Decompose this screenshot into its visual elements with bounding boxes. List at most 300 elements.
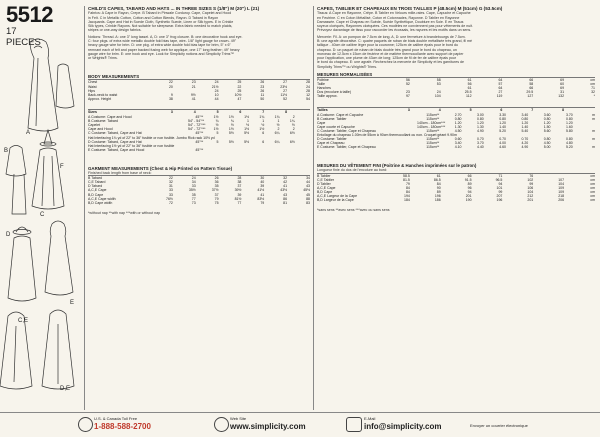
cell-value: 0.80 [521, 116, 529, 121]
row-label: Hat Interfacing 1¾ yd of 22" to 36" fusible or non fusible. Jumbo Rick rack 10½ yd [88, 135, 215, 140]
cell-value: 4.50 [543, 141, 551, 146]
cell-value: 34 [191, 180, 196, 185]
cell-value: 26 [241, 80, 264, 85]
email-alt-label: Envoyer un courrier électronique [470, 423, 528, 428]
cell-value: 27 [264, 80, 287, 85]
cell-value: 34 [287, 176, 310, 181]
english-fabrics [88, 11, 310, 32]
cell-value: 115cm** [426, 112, 440, 117]
row-label: Hips [88, 88, 96, 93]
cell-value: 1.20 [543, 120, 551, 125]
cell-value: 1.30 [476, 124, 484, 129]
row-label: C,E Tabard [88, 180, 106, 185]
english-title: CHILD'S CAPES, TABARD AND HATS ... IN THREE SIZES S (1/8") M (20") L (21) [88, 6, 260, 11]
cell-value: 99 [498, 190, 503, 195]
cell-value: 84 [405, 190, 410, 195]
row-label: Poitrine [317, 78, 379, 83]
cell-value: 66 [529, 86, 534, 91]
cell-value: 32 [264, 176, 287, 181]
cell-value: 1.40 [521, 124, 529, 129]
cell-value: 1.50 [543, 124, 551, 129]
cell-value: 10 [214, 92, 219, 97]
cell-value: 23½ [280, 84, 288, 89]
cell-value: 115cm** [426, 137, 440, 142]
cell-value: 6½ [289, 131, 295, 136]
cell-value: ½ [261, 123, 265, 128]
text-line: stripes or one-way design fabrics. [88, 28, 142, 33]
cell-value: 2 [292, 115, 295, 120]
cell-value: 1½ [259, 127, 265, 132]
cell-value: 27 [498, 90, 503, 95]
english-garment-title: GARMENT MEASUREMENTS (Chest & Hip Printed on Pattern Tissue) [88, 165, 233, 171]
text-line: Jacquards. Cape and Hat in Suede Cloth, Synthetic Suede, Linen or Silk types. E in Crinkle [88, 19, 234, 24]
cell-value: 0.70 [476, 137, 484, 142]
cell-value: 41 [260, 192, 265, 197]
cell-value: 45"** [195, 139, 204, 144]
view-d-illustration [8, 227, 36, 301]
label-b: B [4, 148, 9, 154]
cell-value: 81½ [234, 196, 242, 201]
cell-value: 1.40 [499, 124, 506, 129]
french-column [317, 6, 595, 213]
cell-value: 1.30 [454, 124, 462, 129]
row-label: D Tabard [88, 184, 103, 189]
cell-value: 5.60 [543, 129, 551, 133]
cell-value: 0.80 [565, 137, 573, 142]
cell-value: 1¾ [259, 115, 265, 120]
row-label: B,D Cape [317, 190, 333, 195]
cell-value: 2 [292, 127, 295, 132]
cell-value: 21½ [211, 84, 219, 89]
row-label: E Costume: Tablier, Cape et Chapeau [317, 145, 376, 150]
cell-value: 90 [436, 186, 441, 191]
row-label: Capelet [88, 123, 101, 128]
text-line: morceau de 12.5cm x 15cm de feutrine et de matière thermocollante avec support de papier [317, 51, 464, 56]
cell-value: 115cm** [426, 116, 440, 121]
cell-value: 6 [262, 131, 265, 136]
row-label: Entoilage du chapeau 1.00m de 55cm à 90cm thermocollant ou non. Croquet géant 9.90m [317, 133, 457, 138]
cell-value: 190 [465, 198, 472, 203]
cell-value: cm [590, 194, 595, 199]
cell-value: 24 [436, 90, 441, 95]
cell-value: 3.40 [454, 141, 462, 146]
cell-value: 112 [465, 94, 472, 99]
cell-value: 4.50 [454, 129, 462, 133]
cell-value: 3.60 [543, 112, 551, 117]
size-value: 8 [533, 107, 564, 112]
cell-value: 0.80 [543, 116, 551, 121]
cell-value: 0.70 [499, 137, 506, 142]
cell-value: 26 [196, 176, 219, 181]
cell-value: 94 [498, 181, 503, 186]
cell-value: 83 [306, 200, 310, 205]
row-label: Waist [88, 84, 97, 89]
view-b-illustration [6, 146, 26, 215]
cell-value: 86.5 [433, 177, 441, 182]
cell-value: 31 [168, 184, 173, 189]
french-size-row [317, 107, 595, 112]
cell-value: 0.80 [543, 137, 551, 142]
cell-value: 24 [173, 176, 196, 181]
cell-value: 37 [214, 192, 219, 197]
phone-number: 1-888-588-2700 [94, 422, 151, 431]
cell-value: 1.20 [476, 120, 484, 125]
cell-value: 22 [150, 80, 173, 85]
cell-value: 115cm** [426, 129, 440, 133]
cell-value: 12 [306, 92, 310, 97]
cell-value: 212 [527, 194, 534, 199]
cell-value: ½ [215, 123, 219, 128]
label-e: E [70, 300, 75, 306]
cell-value: 79 [260, 200, 265, 205]
row-label: Cape courte et Capuche [317, 124, 355, 129]
cell-value: 127 [527, 94, 534, 99]
cell-value: m [592, 129, 595, 133]
cell-value: 22 [150, 176, 173, 181]
row-label: A,C,E Cape [88, 188, 107, 193]
french-garment-title: MESURES DU VÊTEMENT FINI (Poitrine & Hanches imprimées sur le patron) [317, 163, 477, 169]
row-label: C Costume: Tablier, Cape et Chapeau [317, 129, 376, 133]
cell-value: ¾ [215, 119, 219, 124]
cell-value: 89 [467, 181, 472, 186]
web-label: Web Site [230, 416, 247, 421]
view-a-illustration [28, 39, 58, 131]
cell-value: 1 [262, 119, 265, 124]
cell-value: 29.5 [526, 90, 534, 95]
cell-value: 52 [405, 82, 410, 87]
cell-value: 9½ [190, 92, 196, 97]
cell-value: 1½ [213, 115, 219, 120]
cell-value: 58 [410, 78, 441, 83]
cell-value: 91.5 [464, 177, 472, 182]
cell-value: 5½ [244, 139, 249, 144]
cell-value: 6¼ [274, 131, 280, 136]
cell-value: 50 [260, 96, 265, 101]
cell-value: 40 [260, 180, 265, 185]
text-line: le bord du chapeau. E: une agrafe. Recherchez la mercerie de Simplicity et les garnitures de [317, 60, 465, 65]
cell-value: 54" - 72"*** [188, 127, 206, 132]
cell-value: 35 [214, 184, 219, 189]
row-label: D Tablier [317, 181, 331, 186]
english-yardage-table [88, 115, 310, 152]
cell-value: m [592, 145, 595, 150]
cell-value: 71 [472, 173, 503, 178]
cell-value: 41 [283, 184, 288, 189]
cell-value: 33 [191, 184, 196, 189]
english-column [88, 6, 310, 215]
cell-value: 43 [306, 184, 310, 189]
cell-value: 5.80 [565, 129, 573, 133]
cell-value: 6 [262, 139, 265, 144]
cell-value: 1½ [228, 127, 234, 132]
row-label: Approx. Height [88, 96, 112, 101]
body-measure-row [88, 97, 310, 101]
cell-value: 32 [591, 90, 595, 95]
garment-measure-row [88, 201, 310, 205]
row-label: B Tabard [88, 176, 150, 181]
cell-value: 0.60 [454, 137, 462, 142]
web-link[interactable]: www.simplicity.com [230, 422, 306, 431]
cell-value: 33 [168, 188, 173, 193]
row-label: Tailles [317, 107, 379, 112]
email-label: E-Mail [364, 416, 376, 421]
cell-value: ½ [246, 123, 249, 128]
cell-value: 104 [527, 190, 534, 195]
cell-value: 2 [277, 127, 280, 132]
row-label: D Costume: Tabard, Cape and Hat [88, 139, 142, 144]
french-body-title: MESURES NORMALISÉES [317, 72, 373, 78]
french-footnote: *sans sens **avec sens ***avec ou sans sens [317, 208, 390, 213]
row-label: A,C,E Largeur de la Cape [317, 194, 358, 199]
cell-value: 30 [241, 176, 264, 181]
body-measure-row [317, 94, 595, 98]
cell-value: 76½ [166, 196, 173, 201]
size-value: 4 [173, 109, 196, 114]
cell-value: 45"** [195, 131, 204, 136]
row-label: Taille approx. [317, 94, 338, 99]
cell-value: 81.5 [403, 177, 410, 182]
email-link[interactable]: info@simplicity.com [364, 422, 442, 431]
cell-value: 96.5 [495, 177, 503, 182]
cell-value: 25 [237, 88, 242, 93]
cell-value: 94 [467, 190, 472, 195]
cell-value: 37½ [211, 188, 219, 193]
text-line: or Wrights® Trims. [88, 56, 118, 61]
cell-value: 22 [237, 84, 242, 89]
cell-value: 10½ [234, 92, 242, 97]
cell-value: 31 [560, 90, 565, 95]
cell-value: 39 [260, 184, 265, 189]
cell-value: 60 [560, 82, 565, 87]
cell-value: 27 [283, 88, 288, 93]
cell-value: 53 [436, 82, 441, 87]
cell-value: 58.5 [379, 173, 410, 178]
cell-value: 79 [405, 181, 410, 186]
cell-value: 42 [283, 180, 288, 185]
english-garment-table [88, 175, 310, 205]
cell-value: 1½ [244, 115, 249, 120]
cell-value: 140cm - 180cm*** [417, 124, 446, 129]
cell-value: 38 [237, 180, 242, 185]
yardage-row [88, 131, 310, 135]
text-line: Mercerie: Fil. A: un pompon de 7.5cm de long. A, D: une fermeture à brandebourgs de 7.5cm. [317, 34, 466, 39]
french-title: CAPES, TABLIER ET CHAPEAUX EN TROIS TAILLES P (48.5cm) M (51cm) G (53.5cm) [317, 6, 503, 11]
cell-value: 11½ [280, 92, 288, 97]
cell-value: 1.20 [499, 120, 506, 125]
cell-value: 1.20 [454, 120, 462, 125]
cell-value: 201 [465, 194, 472, 199]
size-header-row [88, 109, 310, 114]
english-garment-sub: Finished back length from base of neck: [88, 170, 152, 175]
cell-value: cm [590, 181, 595, 186]
view-e-illustration [45, 221, 73, 295]
text-line: Notions: Thread. A: one 3" long tassel. A, D: one 3" frog closure. B: one decorative hook and eye. [88, 34, 243, 39]
row-label: Taille [317, 82, 325, 87]
row-label: Cape and Hood [88, 127, 113, 132]
cell-value: 28 [287, 80, 310, 85]
cell-value: 39 [237, 192, 242, 197]
cell-value: 184 [404, 198, 410, 203]
text-line: remnant each of felt and paper backed fusing web for applique, one 17" long feather; 49" heavy [88, 47, 240, 52]
cell-value: 21 [191, 84, 196, 89]
cell-value: 28 [219, 176, 242, 181]
cell-value: 45"** [195, 147, 204, 152]
row-label: B,D Cape width [88, 200, 113, 205]
cell-value: 4.20 [521, 141, 529, 146]
label-ce: C,E [18, 318, 29, 324]
size-value [564, 107, 595, 112]
cell-value: 109 [558, 190, 565, 195]
cell-value: 69 [560, 86, 565, 91]
cell-value: 56 [379, 78, 410, 83]
text-line: Damassée. Cape et Chapeau en Suède, Suède Synthétique, Doublure en Soie. E en Tissus [317, 19, 464, 24]
cell-value [295, 148, 310, 152]
row-label: Chest [88, 80, 150, 85]
row-label: Cape et Chapeau [317, 141, 345, 146]
email-icon [346, 417, 362, 432]
cell-value: cm [590, 198, 595, 203]
cell-value: 4.80 [565, 141, 573, 146]
cell-value: 23 [260, 84, 265, 89]
cell-value: m [592, 112, 595, 117]
english-notions [88, 35, 310, 61]
size-value [287, 109, 310, 114]
yardage-row [88, 148, 310, 152]
cell-value: 0.80 [476, 116, 484, 121]
cell-value: 35 [191, 192, 196, 197]
cell-value: 52 [283, 96, 288, 101]
size-value: 8 [264, 109, 287, 114]
cell-value: 1½ [228, 115, 234, 120]
cell-value [249, 148, 264, 152]
cell-value: 4.40 [476, 145, 484, 150]
cell-value [234, 148, 249, 152]
row-label: C Costume: Tabard, Cape and Hat [88, 131, 142, 136]
english-body-table [88, 79, 310, 100]
cell-value: 4.00 [499, 141, 506, 146]
text-line: Fabrics: A Cape in Rayon, Crepe. B Tabard in Pinwale Corduroy. Cape, Capelet and Hood [88, 11, 232, 16]
cell-value: 36 [214, 180, 219, 185]
french-garment-table [317, 173, 595, 203]
garment-measure-row [317, 198, 595, 202]
row-label: D Costume: Tablier [317, 137, 347, 142]
size-value: 5 [196, 109, 219, 114]
cell-value: 102 [527, 177, 534, 182]
cell-value: 81 [283, 200, 288, 205]
row-label: Back-neck to waist [88, 92, 118, 97]
column-divider-middle [313, 6, 314, 410]
text-line: tallique - 40cm de calibre léger pour la couronne; 125cm de calibre épais pour le bord du [317, 43, 459, 48]
cell-value: 61 [410, 173, 441, 178]
cell-value: 3.70 [476, 141, 484, 146]
label-a: A [26, 130, 31, 136]
row-label: C,E Tablier [317, 177, 335, 182]
cell-value: ½ [291, 123, 295, 128]
text-line: B: une agrafe décorative. C: quatre paquets de ruban de biais double métallisée très grand, fil mé [317, 38, 473, 43]
cell-value: 4.60 [499, 145, 506, 150]
cell-value: 194 [404, 194, 410, 199]
cell-value: 104 [558, 181, 565, 186]
text-line: pour l'application, une plume de 43cm de long; 125cm de fil de fer de calibre épais pour [317, 56, 457, 61]
cell-value: 89 [436, 190, 441, 195]
cell-value: 101 [496, 186, 503, 191]
cell-value: 1¼ [289, 119, 295, 124]
cell-value: ¾ [230, 119, 234, 124]
cell-value: 37 [237, 184, 242, 189]
french-notions [317, 35, 595, 69]
cell-value: 41½ [257, 188, 265, 193]
cell-value: 99 [529, 181, 534, 186]
french-body-table [317, 77, 595, 98]
cell-value: 3.00 [476, 112, 484, 117]
cell-value: 47 [237, 96, 242, 101]
size-value: 3 [150, 109, 173, 114]
cell-value: 66 [502, 78, 533, 83]
cell-value: 186 [434, 198, 441, 203]
cell-value: 3.40 [521, 112, 529, 117]
label-c: C [40, 212, 45, 218]
row-label: Hat Interfacing 1½ yd of 22" to 36" fusible or non fusible [88, 143, 175, 148]
cell-value: 86 [283, 196, 288, 201]
cell-value: 57 [498, 82, 503, 87]
cell-value: 20 [168, 84, 173, 89]
cell-value: 1.60 [565, 124, 573, 129]
cell-value [280, 148, 295, 152]
cell-value: 1.20 [565, 120, 573, 125]
cell-value: 132 [558, 94, 565, 99]
row-label: Dos (encolure à taille) [317, 90, 352, 95]
cell-value [203, 148, 218, 152]
cell-value: 25.5 [464, 90, 472, 95]
cell-value [219, 148, 234, 152]
label-f: F [60, 164, 64, 170]
english-footnote: *without nap **with nap ***with or without nap [88, 210, 161, 215]
cell-value: 1½ [213, 127, 219, 132]
cell-value: cm [590, 186, 595, 191]
cell-value: 6¼ [274, 139, 280, 144]
cell-value: 45"** [195, 115, 204, 120]
garment-illustrations [0, 36, 84, 412]
row-label: A Costume: Cape et Capuche [317, 112, 364, 117]
size-value: 7 [502, 107, 533, 112]
cell-value: 33 [168, 192, 173, 197]
cell-value: 5½ [228, 139, 234, 144]
cell-value: 5.20 [565, 145, 573, 150]
cell-value: 0.80 [454, 116, 462, 121]
text-line: Tissus: A Cape en Rayonne, Crêpe. B Tablier en Velours mille-raies. Cape, Capuche et Capuche [317, 11, 471, 16]
cell-value: 77 [191, 196, 196, 201]
row-label: B Costume: Tabard [88, 119, 118, 124]
cell-value: 38 [168, 96, 173, 101]
cell-value: 1½ [244, 127, 249, 132]
cell-value: 115cm** [426, 145, 440, 150]
cell-value: 41 [191, 96, 196, 101]
cell-value: 5 [216, 139, 219, 144]
french-garment-sub: Longueur finie du dos de l'encolure au bord: [317, 168, 388, 173]
row-label: B,D Largeur de la Cape [317, 198, 354, 203]
size-value: 6 [472, 107, 503, 112]
cell-value: 5.20 [499, 129, 506, 133]
label-d: D [6, 232, 11, 238]
row-label: Sizes [88, 109, 150, 114]
text-line: gauge wire for brim. E: one hook and eye. Look for Simplicity notions and Simplicity Trims™ [88, 51, 235, 56]
row-label: B,D Cape [88, 192, 104, 197]
cell-value: 24 [196, 80, 219, 85]
cell-value: 4.90 [521, 145, 529, 150]
cell-value: 0.80 [499, 116, 506, 121]
cell-value: 1 [247, 119, 249, 124]
text-line: chapeau. D: un paquet de ruban de biais double très grand pour le bord du chapeau, un [317, 47, 457, 52]
